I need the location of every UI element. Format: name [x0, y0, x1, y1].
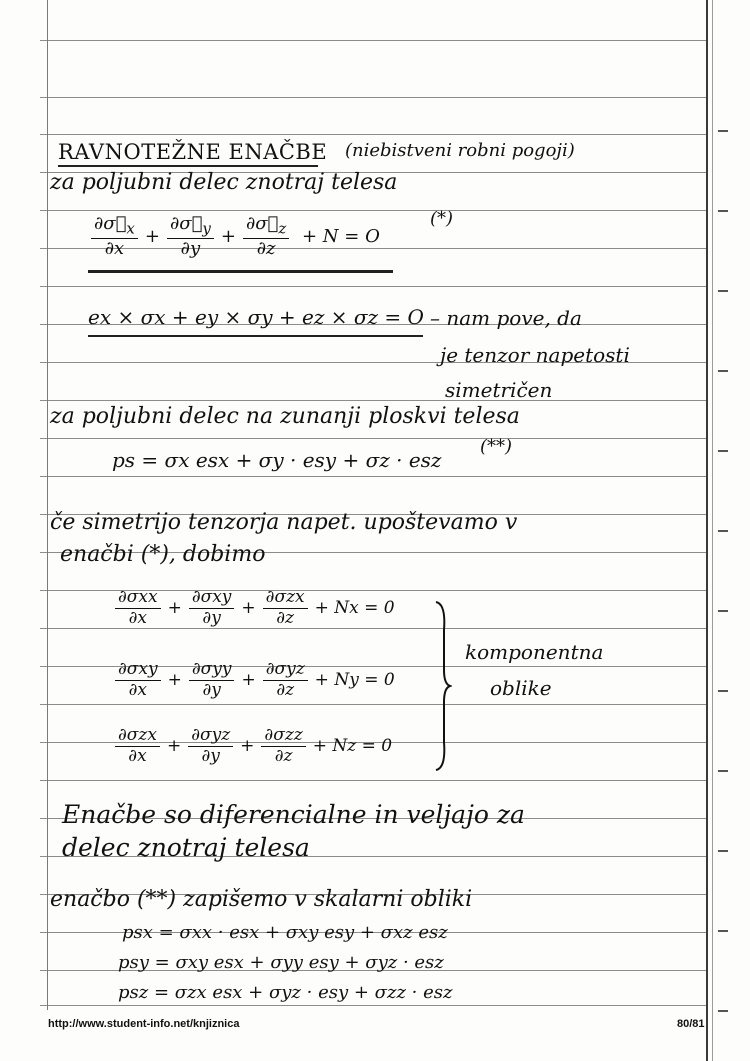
right-brace — [432, 600, 452, 772]
scalar-equation-x: psx = σxx · esx + σxy esy + σxz esz — [122, 922, 448, 943]
eq1-tail: + N = O — [302, 226, 380, 248]
bullet-scalar-form: enačbo (**) zapišemo v skalarni obliki — [50, 887, 473, 912]
eq2-underline — [88, 335, 423, 337]
bullet-symmetry-line2: enačbi (*), dobimo — [60, 542, 266, 567]
eq2-note-line3: simetričen — [445, 378, 553, 402]
margin-line — [47, 0, 48, 1010]
conclusion-line1: Enačbe so diferencialne in veljajo za — [62, 800, 525, 829]
page-heading: RAVNOTEŽNE ENAČBE — [58, 140, 328, 164]
equilibrium-equation-vector: $\frac{\partial\sigma⃗_x}{\partial x}$ + $\frac{\partial\sigma⃗_y}{\partial y}$ + $\frac{\partial\sigma⃗_z}{\partial z}$ + N = O — [88, 214, 384, 260]
scalar-equation-z: psz = σzx esx + σyz · esy + σzz · esz — [118, 982, 453, 1003]
binding-edge — [706, 0, 708, 1061]
surface-stress-equation: ps = σx esx + σy · esy + σz · esz — [112, 448, 442, 472]
system-note-line2: oblike — [490, 676, 552, 700]
footer-source-link[interactable]: http://www.student-info.net/knjiznica — [48, 1018, 240, 1030]
bullet-surface-particle: za poljubni delec na zunanji ploskvi telesa — [50, 404, 520, 429]
eq3-mark: (**) — [480, 436, 513, 457]
heading-underline — [58, 165, 318, 167]
eq2-note-line2: je tenzor napetosti — [440, 343, 630, 367]
system-note-line1: komponentna — [465, 640, 604, 664]
binding-edge-inner — [712, 0, 713, 1061]
eq2-note-line1: – nam pove, da — [430, 306, 582, 330]
eq1-mark: (*) — [430, 208, 454, 229]
eq1-underline — [88, 270, 393, 273]
moment-equation: ex × σx + ey × σy + ez × σz = O — [88, 305, 424, 329]
heading-note: (niebistveni robni pogoji) — [345, 140, 575, 161]
component-equation-x: $\frac{\text{∂σxx}}{\partial x}$ + $\frac{\text{∂σxy}}{\partial y}$ + $\frac{\text{∂σzx}}{\partial z}$ + Nx = 0 — [112, 588, 399, 628]
component-equation-z: $\frac{\text{∂σzx}}{\partial x}$ + $\frac{\text{∂σyz}}{\partial y}$ + $\frac{\text{∂σzz}}{\partial z}$ + Nz = 0 — [112, 726, 396, 766]
scalar-equation-y: psy = σxy esx + σyy esy + σyz · esz — [118, 952, 444, 973]
conclusion-line2: delec znotraj telesa — [62, 833, 310, 862]
component-equation-y: $\frac{\text{∂σxy}}{\partial x}$ + $\frac{\text{∂σyy}}{\partial y}$ + $\frac{\text{∂σyz}}{\partial z}$ + Ny = 0 — [112, 660, 399, 700]
bullet-symmetry-line1: če simetrijo tenzorja napet. upoštevamo v — [50, 510, 518, 535]
bullet-interior-particle: za poljubni delec znotraj telesa — [50, 170, 398, 195]
footer-page-number: 80/81 — [677, 1018, 705, 1030]
